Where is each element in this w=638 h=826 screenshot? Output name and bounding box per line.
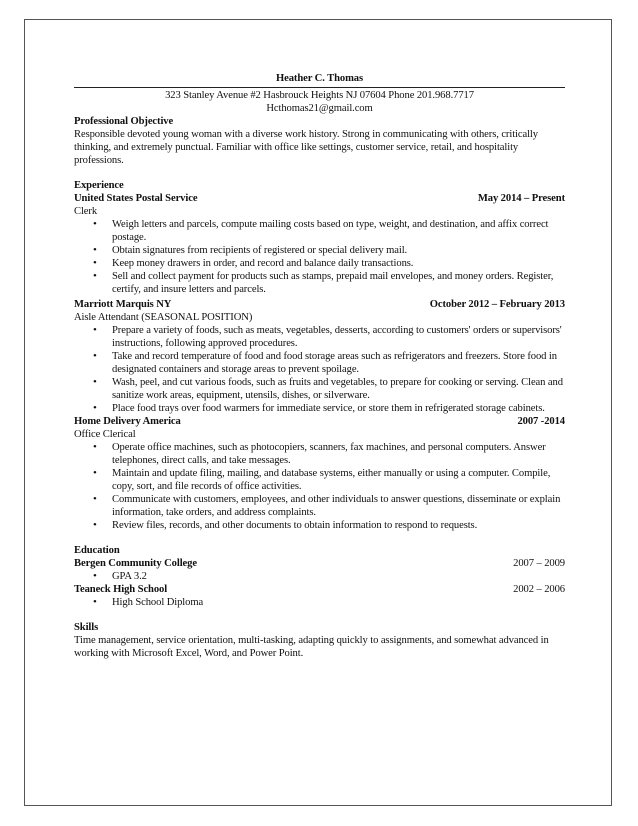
list-item: • GPA 3.2: [74, 570, 565, 583]
job-title: Clerk: [74, 206, 98, 217]
list-item: • High School Diploma: [74, 596, 565, 609]
list-item: • Obtain signatures from recipients of registered or special delivery mail.: [74, 244, 565, 257]
list-item: • Communicate with customers, employees, and other individuals to answer questions, disseminate or explain information, take orders, and address complaints.: [74, 493, 565, 519]
job-duties: [74, 441, 565, 532]
education-heading: Education: [74, 545, 120, 556]
job-entry: [74, 415, 565, 532]
contact-address: 323 Stanley Avenue #2 Hasbrouck Heights NJ 07604 Phone 201.968.7717: [74, 87, 565, 102]
job-duties: [74, 324, 565, 415]
skills-heading: Skills: [74, 622, 99, 633]
list-item: • Place food trays over food warmers for immediate service, or store them in refrigerated storage cabinets.: [74, 402, 565, 415]
job-title: Aisle Attendant (SEASONAL POSITION): [74, 312, 253, 323]
job-title: Office Clerical: [74, 429, 136, 440]
list-item: • Keep money drawers in order, and record and balance daily transactions.: [74, 257, 565, 270]
job-employer: Home Delivery America: [74, 416, 181, 427]
list-item: • Sell and collect payment for products such as stamps, prepaid mail envelopes, and money orders. Register, certify, and insure letters and parcels.: [74, 270, 565, 296]
objective-text: Responsible devoted young woman with a diverse work history. Strong in communicating with others, critically thinking, and extremely punctual. Familiar with office like settings, customer service, retail, and hospitality professions.: [74, 129, 538, 166]
list-item: • Maintain and update filing, mailing, and database systems, either manually or using a computer. Compile, copy, sort, and file records of office activities.: [74, 467, 565, 493]
job-employer: United States Postal Service: [74, 193, 198, 204]
job-dates: October 2012 – February 2013: [429, 299, 565, 310]
contact-email: Hcthomas21@gmail.com: [266, 103, 373, 114]
school-entry: [74, 557, 565, 583]
list-item: • Take and record temperature of food and food storage areas such as refrigerators and freezers. Store food in designated containers and storage areas to prevent spoilage.: [74, 350, 565, 376]
candidate-name: Heather C. Thomas: [275, 73, 364, 84]
school-name: Bergen Community College: [74, 558, 197, 569]
list-item: • Weigh letters and parcels, compute mailing costs based on type, weight, and destination, and affix correct postage.: [74, 218, 565, 244]
school-dates: 2007 – 2009: [513, 558, 565, 569]
skills-text: Time management, service orientation, multi-tasking, adapting quickly to assignments, and somewhat advanced in working with Microsoft Excel, Word, and Power Point.: [74, 635, 549, 659]
job-employer: Marriott Marquis NY: [74, 299, 172, 310]
job-duties: [74, 218, 565, 296]
job-dates: 2007 -2014: [517, 416, 565, 427]
job-dates: May 2014 – Present: [477, 193, 565, 204]
list-item: • Prepare a variety of foods, such as meats, vegetables, desserts, according to customers' orders or supervisors' instructions, following approved procedures.: [74, 324, 565, 350]
list-item: • Operate office machines, such as photocopiers, scanners, fax machines, and personal computers. Answer telephones, direct calls, and take messages.: [74, 441, 565, 467]
school-entry: [74, 583, 565, 609]
job-entry: [74, 298, 565, 415]
list-item: • Wash, peel, and cut various foods, such as fruits and vegetables, to prepare for cooking or serving. Clean and sanitize work areas, equipment, utensils, dishes, or silverware.: [74, 376, 565, 402]
school-dates: 2002 – 2006: [513, 584, 565, 595]
objective-heading: Professional Objective: [74, 116, 174, 127]
experience-heading: Experience: [74, 180, 124, 191]
list-item: • Review files, records, and other documents to obtain information to respond to requests.: [74, 519, 565, 532]
resume-document: [74, 72, 565, 660]
school-name: Teaneck High School: [74, 584, 168, 595]
job-entry: [74, 192, 565, 296]
